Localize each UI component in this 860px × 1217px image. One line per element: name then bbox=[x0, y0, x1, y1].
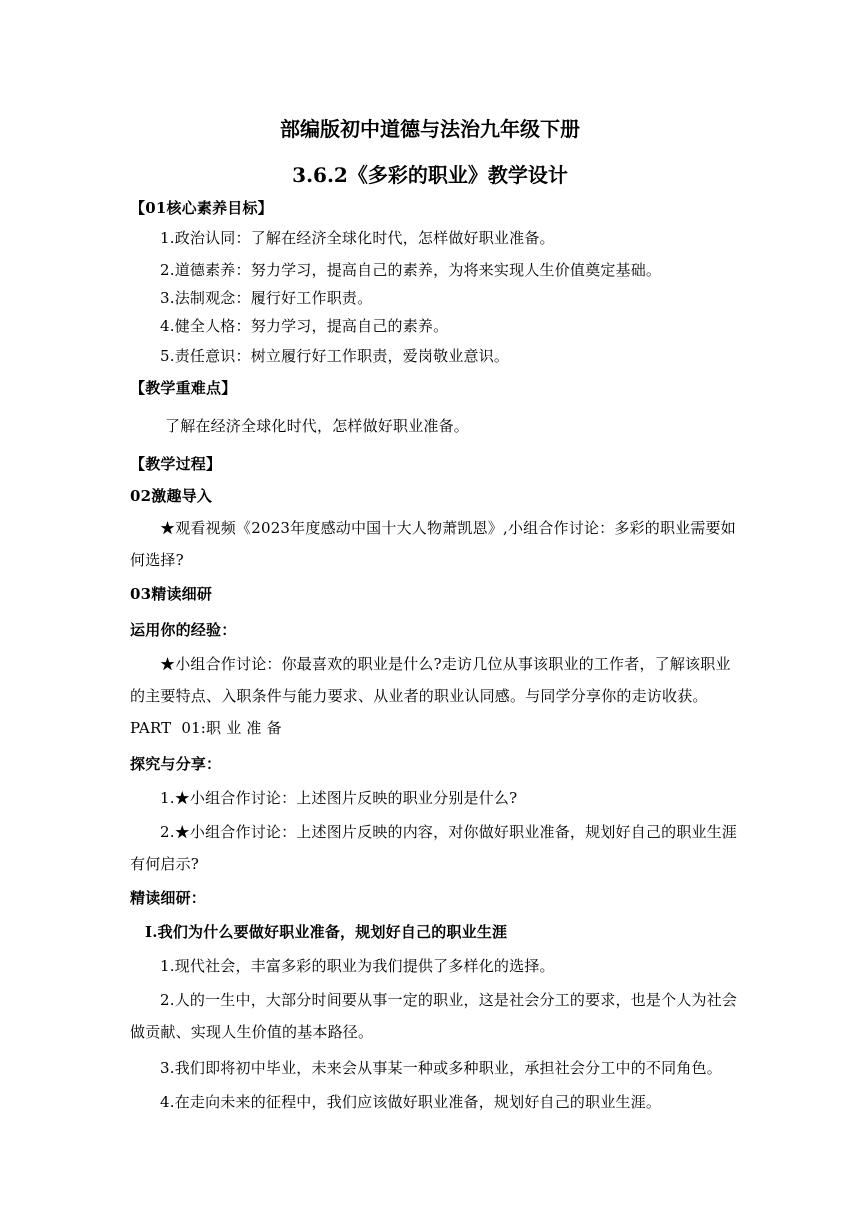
paragraph-line: ★观看视频《2023年度感动中国十大人物萧凯恩》,小组合作讨论：多彩的职业需要如 bbox=[160, 519, 736, 537]
part-label: PART 01:职 业 准 备 bbox=[130, 719, 282, 737]
goal-item: 2.道德素养：努力学习，提高自己的素养，为将来实现人生价值奠定基础。 bbox=[160, 261, 662, 279]
goal-item: 5.责任意识：树立履行好工作职责，爱岗敬业意识。 bbox=[160, 347, 510, 365]
subheading-experience: 运用你的经验： bbox=[130, 621, 237, 639]
point-item: 2.人的一生中，大部分时间要从事一定的职业，这是社会分工的要求，也是个人为社会 bbox=[160, 991, 738, 1009]
goal-item: 3.法制观念：履行好工作职责。 bbox=[160, 289, 373, 307]
question-item: 1.★小组合作讨论：上述图片反映的职业分别是什么? bbox=[160, 789, 518, 807]
paragraph-line: 的主要特点、入职条件与能力要求、从业者的职业认同感。与同学分享你的走访收获。 bbox=[130, 687, 708, 705]
goal-item: 4.健全人格：努力学习，提高自己的素养。 bbox=[160, 317, 449, 335]
question-item: 2.★小组合作讨论：上述图片反映的内容，对你做好职业准备，规划好自己的职业生涯 bbox=[160, 823, 738, 841]
subheading-explore: 探究与分享： bbox=[130, 755, 222, 773]
point-item: 1.现代社会，丰富多彩的职业为我们提供了多样化的选择。 bbox=[160, 957, 555, 975]
goal-item: 1.政治认同：了解在经济全球化时代，怎样做好职业准备。 bbox=[160, 229, 555, 247]
keypoints-text: 了解在经济全球化时代，怎样做好职业准备。 bbox=[165, 417, 470, 435]
subheading-study: 精读细研： bbox=[130, 889, 207, 907]
paragraph-line: 有何启示? bbox=[130, 855, 200, 873]
point-item: 3.我们即将初中毕业，未来会从事某一种或多种职业，承担社会分工中的不同角色。 bbox=[160, 1059, 722, 1077]
document-title: 部编版初中道德与法治九年级下册 bbox=[280, 117, 580, 141]
paragraph-line: ★小组合作讨论：你最喜欢的职业是什么?走访几位从事该职业的工作者，了解该职业 bbox=[160, 655, 731, 673]
document-subtitle: 3.6.2《多彩的职业》教学设计 bbox=[292, 163, 568, 187]
paragraph-line: 做贡献、实现人生价值的基本路径。 bbox=[130, 1023, 374, 1041]
section-heading-keypoints: 【教学重难点】 bbox=[130, 379, 237, 397]
step-heading-study: 03精读细研 bbox=[130, 585, 213, 603]
step-heading-intro: 02激趣导入 bbox=[130, 487, 213, 505]
paragraph-line: 何选择? bbox=[130, 551, 184, 569]
section-heading-goals: 【01核心素养目标】 bbox=[130, 199, 273, 217]
section-heading-process: 【教学过程】 bbox=[130, 455, 222, 473]
point-heading: I.我们为什么要做好职业准备，规划好自己的职业生涯 bbox=[145, 923, 508, 941]
point-item: 4.在走向未来的征程中，我们应该做好职业准备，规划好自己的职业生涯。 bbox=[160, 1093, 662, 1111]
